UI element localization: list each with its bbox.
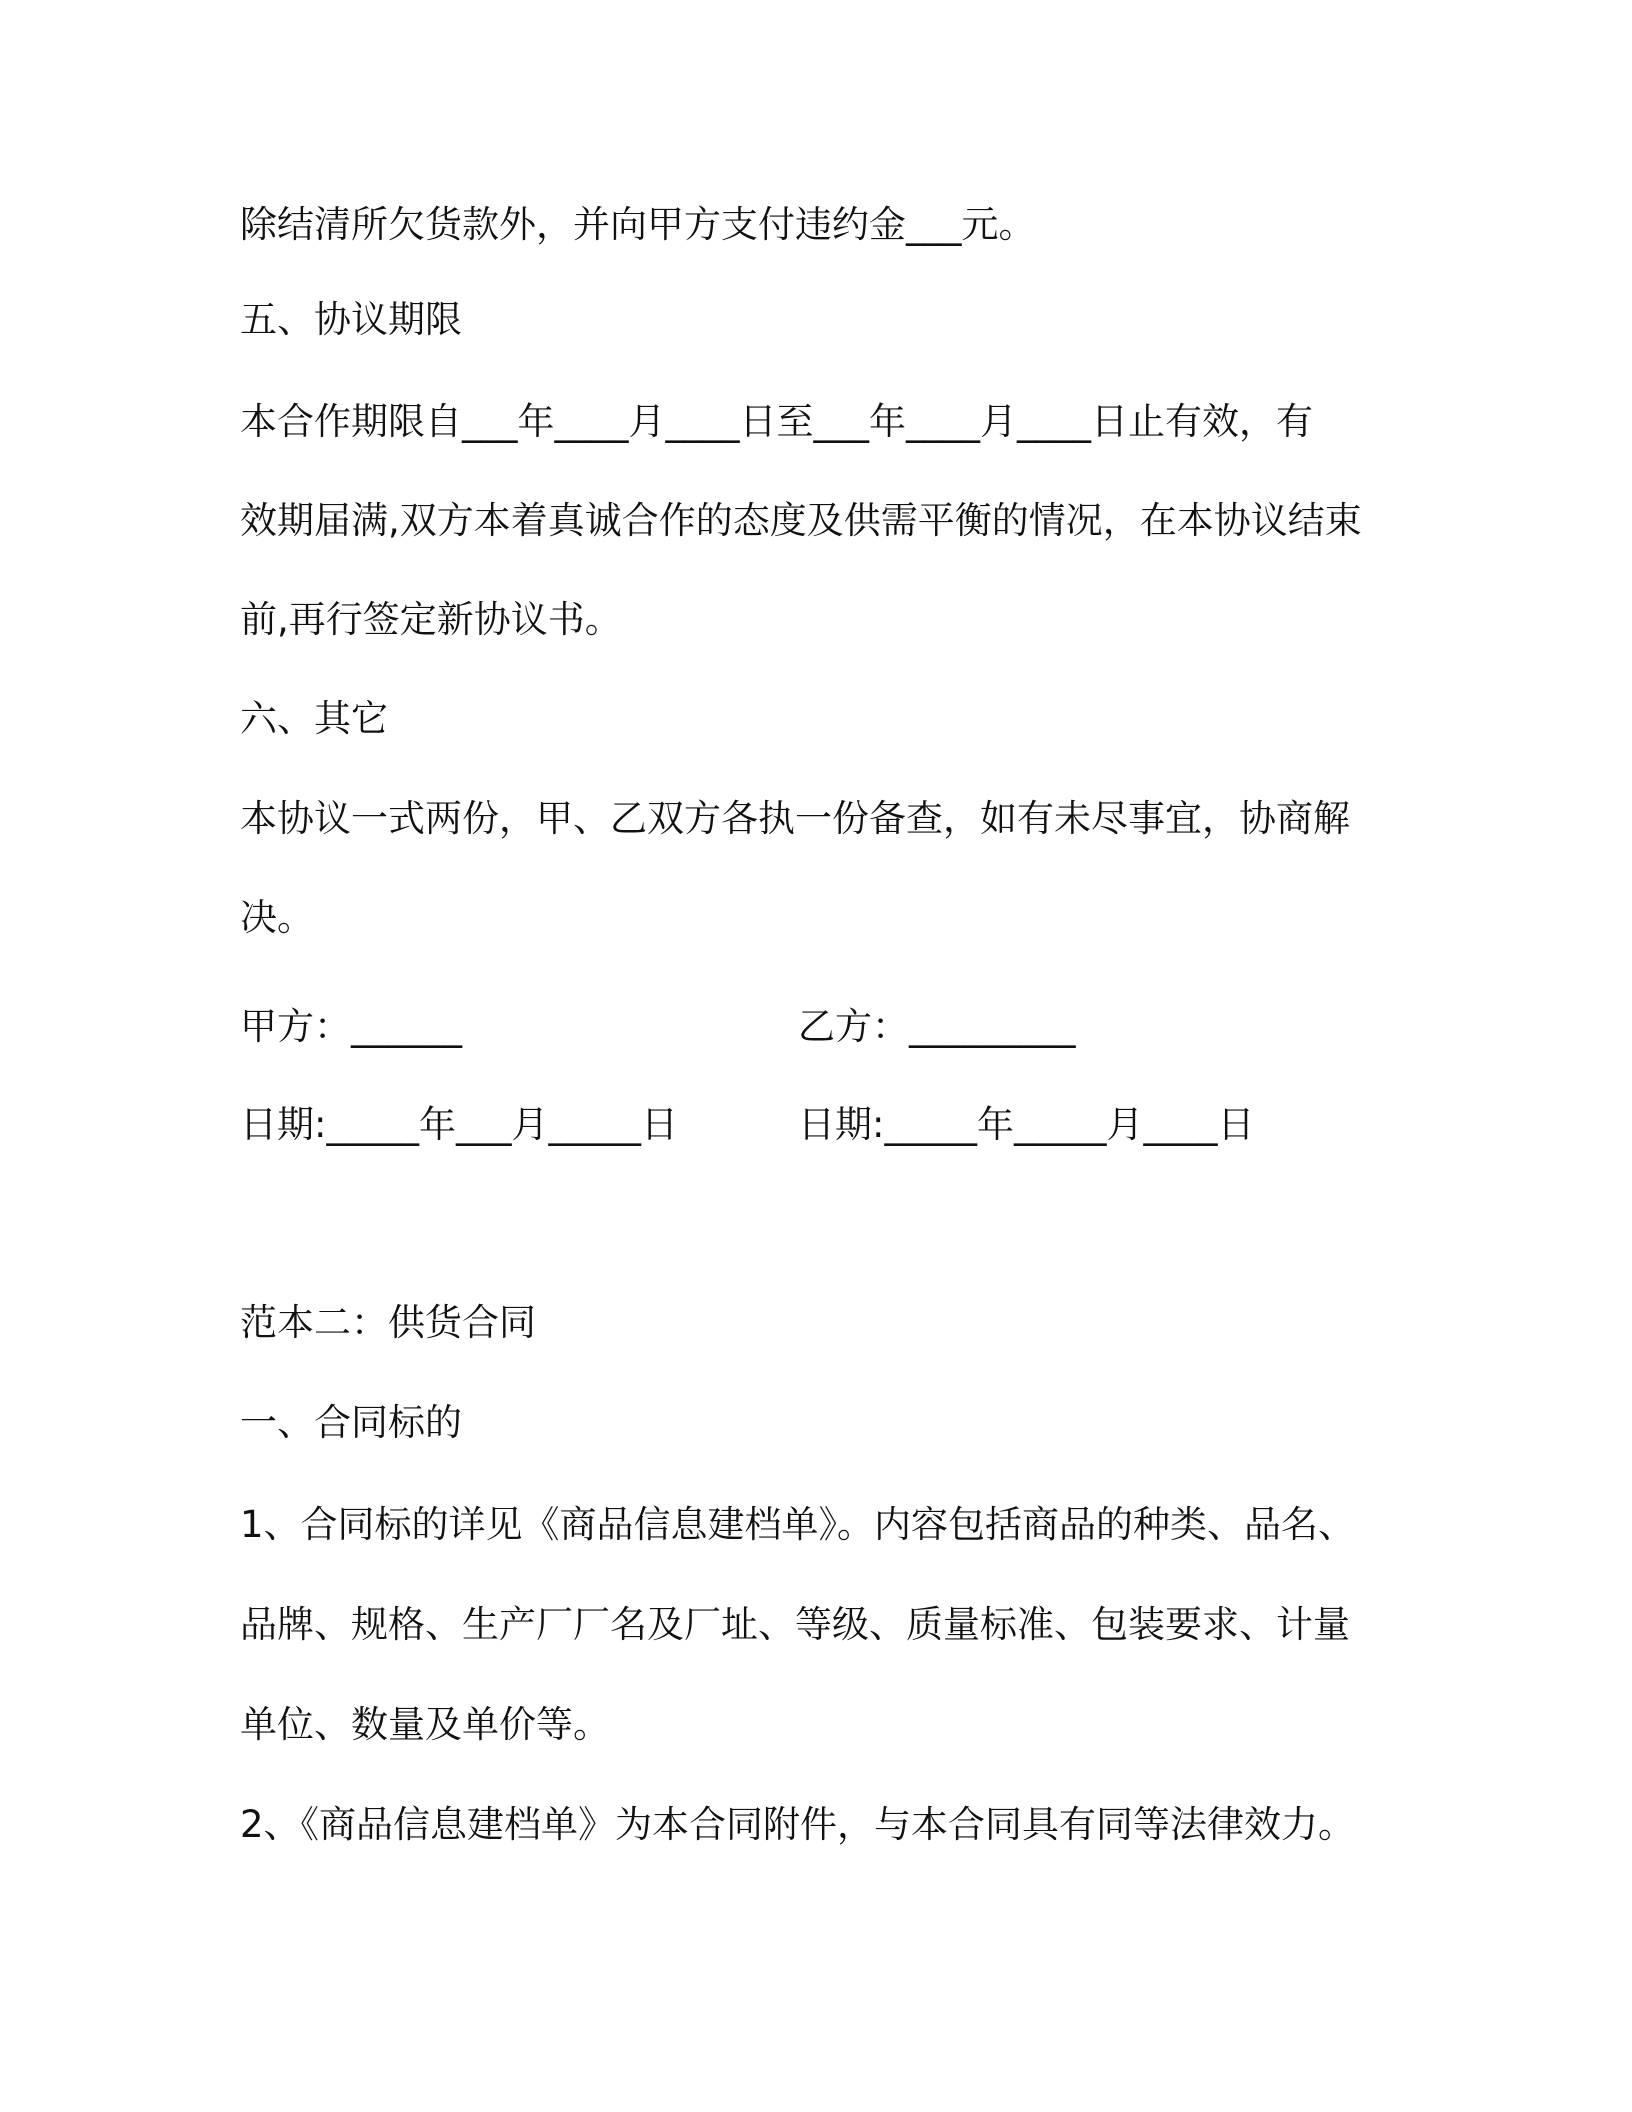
t2-item2: 2、《商品信息建档单》为本合同附件，与本合同具有同等法律效力。 [240, 1803, 1356, 1846]
party-a-date: 日期:_____年___月_____日 [240, 1103, 678, 1146]
t2-item1-line2: 品牌、规格、生产厂厂名及厂址、等级、质量标准、包装要求、计量 [240, 1603, 1350, 1646]
section6-title: 六、其它 [240, 697, 388, 740]
t2-item1-line1: 1、合同标的详见《商品信息建档单》。内容包括商品的种类、品名、 [240, 1503, 1356, 1546]
section5-paragraph-line3: 前,再行签定新协议书。 [240, 598, 622, 641]
section5-paragraph-line1: 本合作期限自___年____月____日至___年____月____日止有效，有 [240, 400, 1313, 443]
section5-paragraph-line2: 效期届满,双方本着真诚合作的态度及供需平衡的情况，在本协议结束 [240, 499, 1362, 542]
section6-paragraph-line2: 决。 [240, 896, 314, 939]
t2-section1-title: 一、合同标的 [240, 1401, 462, 1444]
section5-title: 五、协议期限 [240, 298, 462, 341]
template2-title: 范本二：供货合同 [240, 1301, 536, 1344]
t2-item1-line3: 单位、数量及单价等。 [240, 1703, 610, 1746]
party-b-date: 日期:_____年_____月____日 [798, 1103, 1255, 1146]
party-b-signature: 乙方：_________ [798, 1005, 1076, 1048]
section6-paragraph-line1: 本协议一式两份，甲、乙双方各执一份备查，如有未尽事宜，协商解 [240, 797, 1350, 840]
clause4-tail: 除结清所欠货款外，并向甲方支付违约金___元。 [240, 203, 1036, 246]
party-a-signature: 甲方：______ [240, 1005, 462, 1048]
